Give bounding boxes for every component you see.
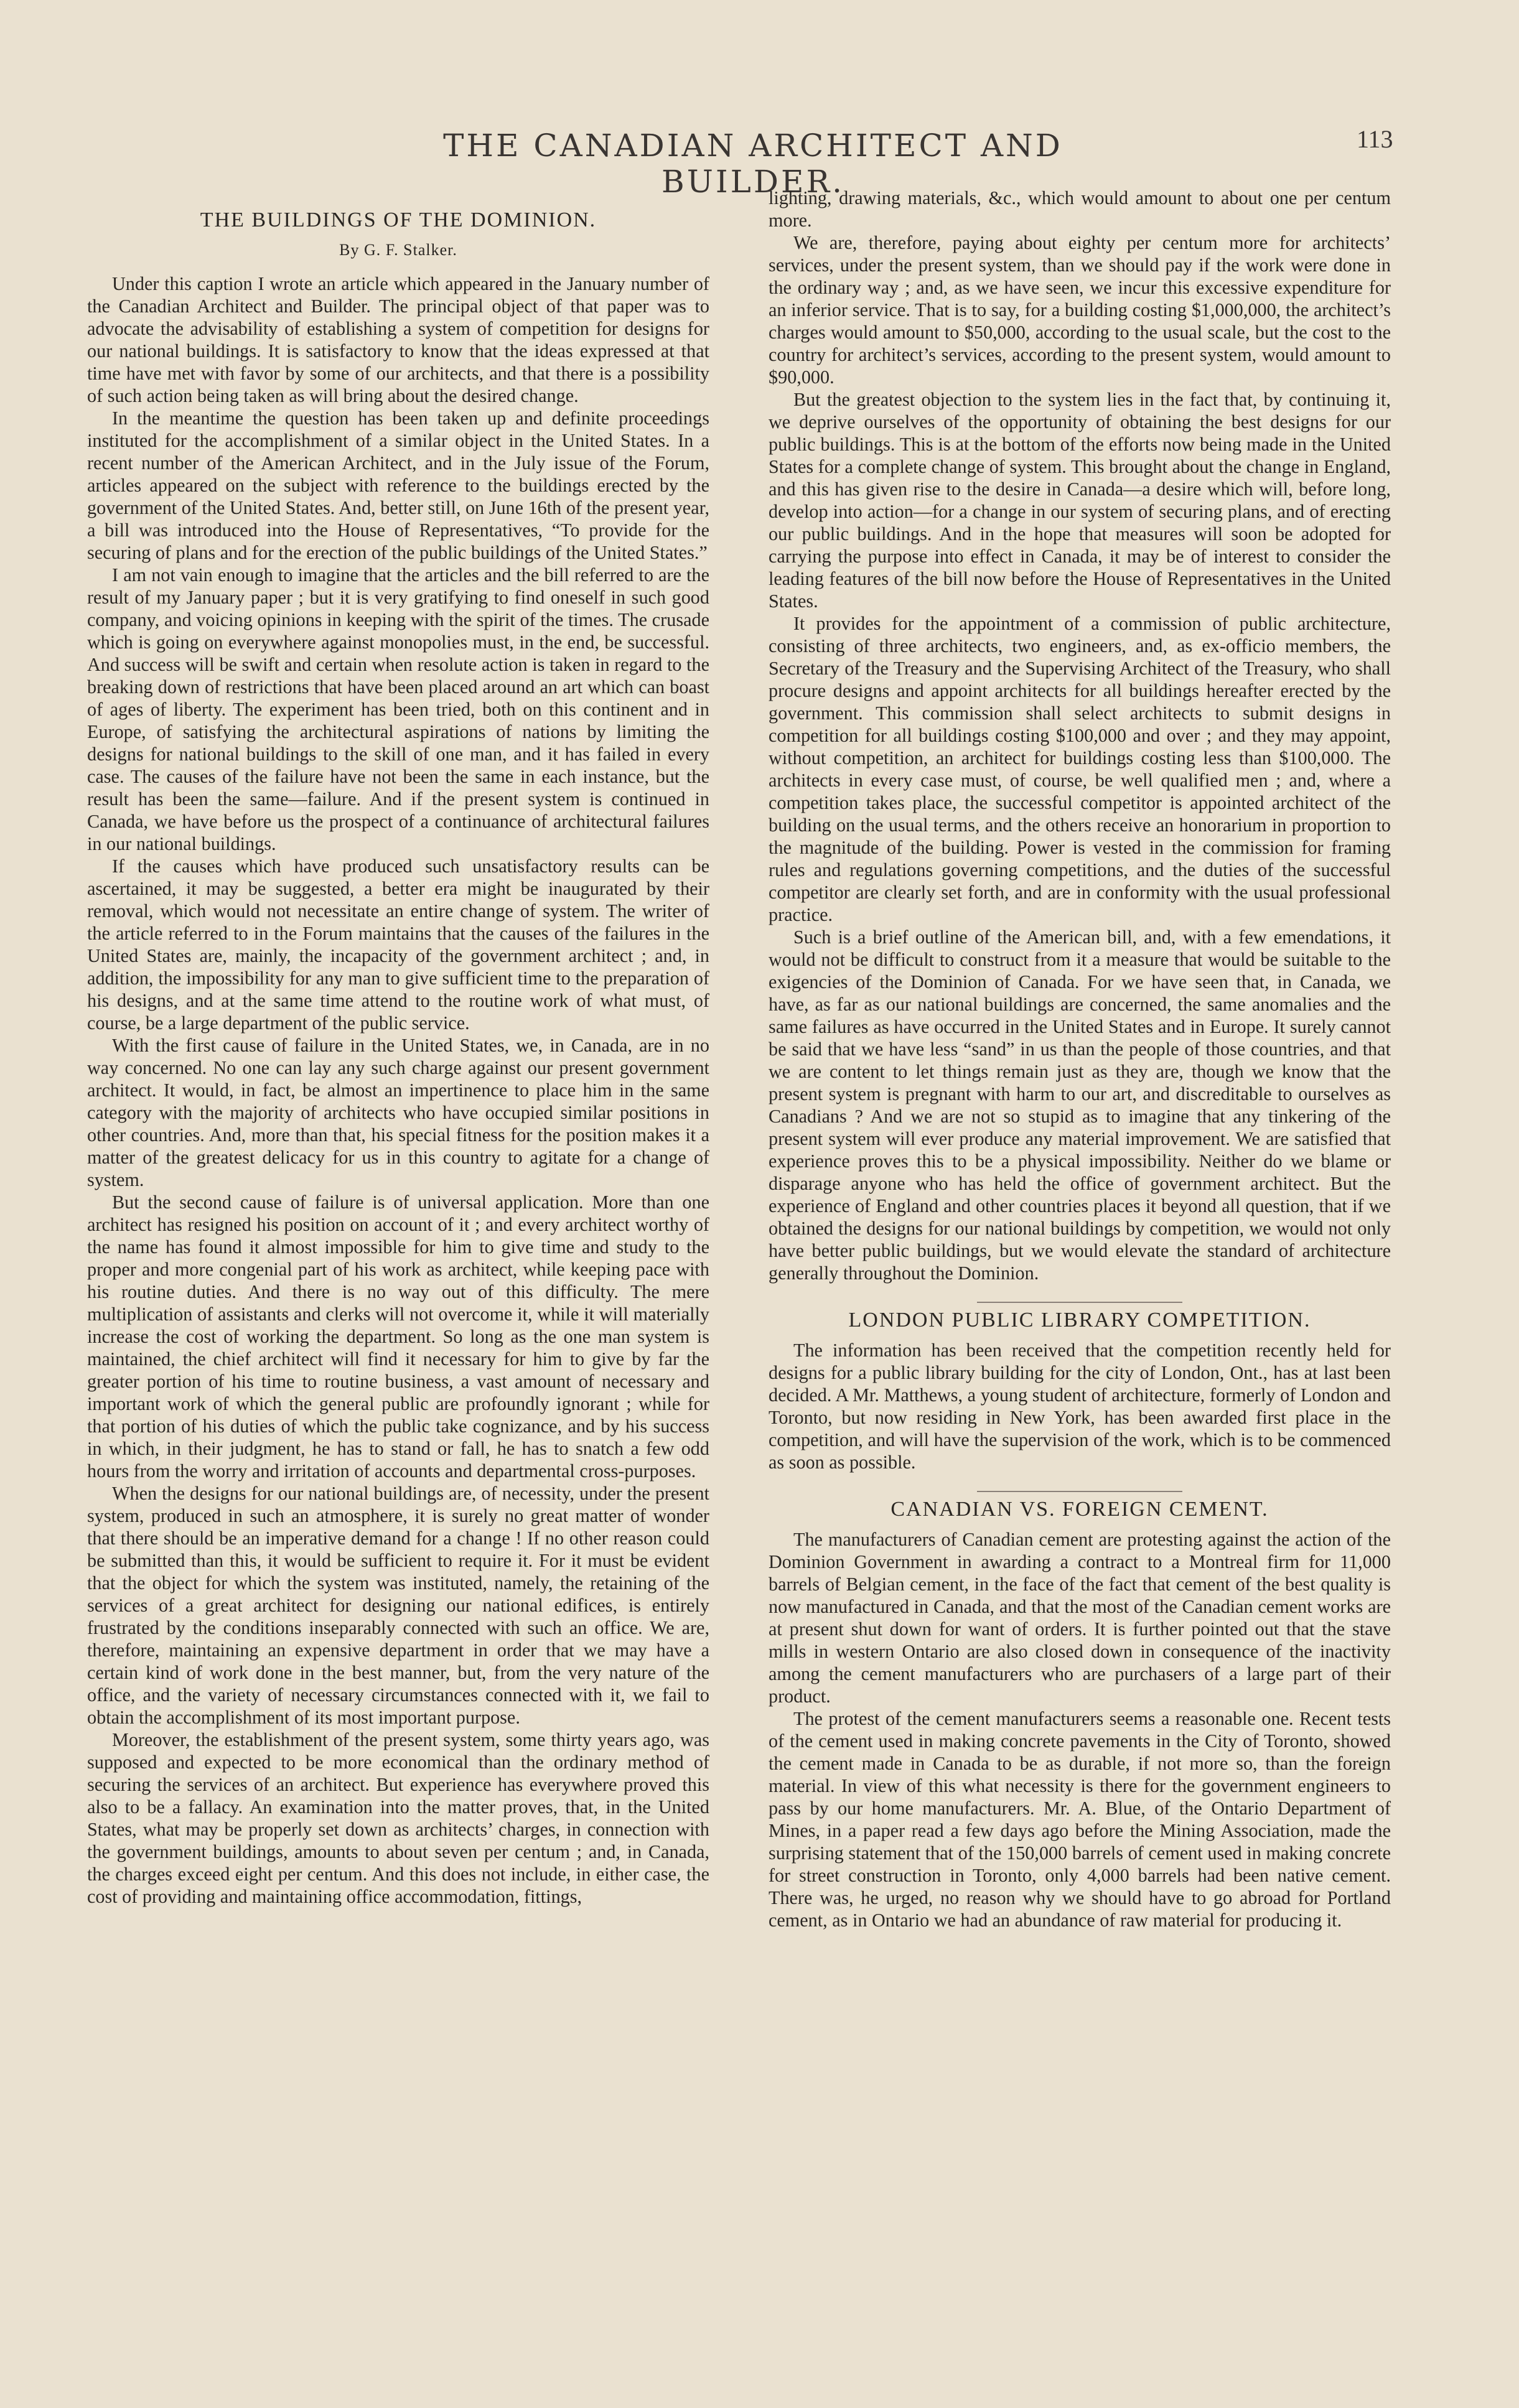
- article-title: CANADIAN VS. FOREIGN CEMENT.: [890, 1498, 1269, 1521]
- paragraph: I am not vain enough to imagine that the articles and the bill referred to are the result of my January paper ; but it is very gratifying to find oneself in such good company, and voicing opinions in keeping with the spirit of the times. The crusade which is going on everywhere against monopolies must, in the end, be successful. And success will be swift and certain when resolute action is taken in regard to the breaking down of restrictions that have been placed around an art which can boast of ages of liberty. The experiment has been tried, both on this continent and in Europe, of satisfying the architectural aspirations of nations by limiting the designs for national buildings to the skill of one man, and it has failed in every case. The causes of the failure have not been the same in each instance, but the result has been the same—failure. And if the present system is continued in Canada, we have before us the prospect of a continuance of architectural failures in our national buildings.: [87, 564, 709, 854]
- paragraph: If the causes which have produced such unsatisfactory results can be ascertained, it may be suggested, a better era might be inaugurated by their removal, which would not necessitate an entire change of system. The writer of the article referred to in the Forum maintains that the causes of the failures in the United States are, mainly, the incapacity of the government architect ; and, in addition, the impossibility for any man to give sufficient time to the preparation of his designs, and at the same time attend to the routine work of what must, of course, be a large department of the public service.: [87, 856, 709, 1034]
- masthead: THE CANADIAN ARCHITECT AND BUILDER.: [443, 128, 1063, 200]
- paragraph: When the designs for our national buildings are, of necessity, under the present system, produced in such an atmosphere, it is surely no great matter of wonder that there should be an imperative demand for a change ! If no other reason could be submitted than this, it would be sufficient to require it. For it must be evident that the object for which the system was instituted, namely, the retaining of the services of a great architect for designing our national edifices, is entirely frustrated by the conditions inseparably connected with such an office. We are, therefore, maintaining an expensive department in order that we may have a certain kind of work done in the best manner, but, from the very nature of the office, and the variety of necessary circumstances connected with it, we fail to obtain the accomplishment of its most important purpose.: [87, 1483, 709, 1728]
- paragraph: The protest of the cement manufacturers seems a reasonable one. Recent tests of the cement used in making concrete pavements in the City of Toronto, showed the cement made in Canada to be as durable, if not more so, than the foreign material. In view of this what necessity is there for the government engineers to pass by our home manufacturers. Mr. A. Blue, of the Ontario Department of Mines, in a paper read a few days ago before the Mining Association, made the surprising statement that of the 150,000 barrels of cement used in making concrete for street construction in Toronto, only 4,000 barrels had been native cement. There was, he urged, no reason why we should have to go abroad for Portland cement, as in Ontario we had an abundance of raw material for producing it.: [769, 1708, 1391, 1931]
- paragraph: But the greatest objection to the system lies in the fact that, by continuing it, we deprive ourselves of the opportunity of obtaining the best designs for our public buildings. This is at the bottom of the efforts now being made in the United States for a complete change of system. This brought about the change in England, and this has given rise to the desire in Canada—a desire which will, before long, develop into action—for a change in our system of securing plans, and of erecting our public buildings. And in the hope that measures will soon be adopted for carrying the purpose into effect in Canada, it may be of interest to consider the leading features of the bill now before the House of Representatives in the United States.: [769, 389, 1391, 612]
- paragraph: The manufacturers of Canadian cement are protesting against the action of the Dominion Government in awarding a contract to a Montreal firm for 11,000 barrels of Belgian cement, in the face of the fact that cement of the best quality is now manufactured in Canada, and that the most of the Canadian cement works are at present shut down for want of orders. It is further pointed out that the stave mills in western Ontario are also closed down in consequence of the inactivity among the cement manufacturers who are purchasers of a large part of their product.: [769, 1529, 1391, 1707]
- paragraph: In the meantime the question has been taken up and definite proceedings instituted for the accomplishment of a similar object in the United States. In a recent number of the American Architect, and in the July issue of the Forum, articles appeared on the subject with reference to the buildings erected by the government of the United States. And, better still, on June 16th of the present year, a bill was introduced into the House of Representatives, “To provide for the securing of plans and for the erection of the public buildings of the United States.”: [87, 408, 709, 563]
- paragraph: It provides for the appointment of a commission of public architecture, consisting of three architects, two engineers, and, as ex-officio members, the Secretary of the Treasury and the Supervising Architect of the Treasury, who shall procure designs and appoint architects for all buildings hereafter erected by the government. This commission shall select architects to submit designs in competition for all buildings costing $100,000 and over ; and they may appoint, without competition, an architect for buildings costing less than $100,000. The architects in every case must, of course, be well qualified men ; and, where a competition takes place, the successful competitor is appointed architect of the building on the usual terms, and the others receive an honorarium in proportion to the magnitude of the building. Power is vested in the commission for framing rules and regulations governing competitions, and the duties of the successful competitor are clearly set forth, and are in conformity with the usual professional practice.: [769, 613, 1391, 925]
- page-number: 113: [1357, 125, 1393, 153]
- paragraph: Moreover, the establishment of the present system, some thirty years ago, was supposed and expected to be more economical than the ordinary method of securing the services of an architect. But experience has everywhere proved this also to be a fallacy. An examination into the matter proves, that, in the United States, what may be properly set down as architects’ charges, in connection with the government buildings, amounts to about seven per centum ; and, in Canada, the charges exceed eight per centum. And this does not include, in either case, the cost of providing and maintaining office accommodation, fittings,: [87, 1729, 709, 1907]
- paragraph: The information has been received that the competition recently held for designs for a public library building for the city of London, Ont., has at last been decided. A Mr. Matthews, a young student of architecture, formerly of London and Toronto, but now residing in New York, has been awarded first place in the competition, and will have the supervision of the work, which is to be commenced as soon as possible.: [769, 1340, 1391, 1473]
- right-column: [769, 187, 1391, 1931]
- paragraph: Such is a brief outline of the American bill, and, with a few emendations, it would not be difficult to construct from it a measure that would be suitable to the exigencies of the Dominion of Canada. For we have seen that, in Canada, we have, as far as our national buildings are concerned, the same anomalies and the same failures as have occurred in the United States and in Europe. It surely cannot be said that we have less “sand” in us than the people of those countries, and that we are content to let things remain just as they are, though we know that the present system is pregnant with harm to our art, and discreditable to ourselves as Canadians ? And we are not so stupid as to imagine that any tinkering of the present system will ever produce any material improvement. We are satisfied that experience proves this to be a physical impossibility. Neither do we blame or disparage anyone who has held the office of government architect. But the experience of England and other countries places it beyond all question, that if we obtained the designs for our national buildings by competition, we would not only have better public buildings, but we would elevate the standard of architecture generally throughout the Dominion.: [769, 926, 1391, 1284]
- byline: By G. F. Stalker.: [339, 241, 457, 259]
- paragraph: lighting, drawing materials, &c., which would amount to about one per centum more.: [769, 187, 1391, 231]
- article-title: LONDON PUBLIC LIBRARY COMPETITION.: [848, 1309, 1311, 1332]
- paragraph: We are, therefore, paying about eighty per centum more for architects’ services, under the present system, than we should pay if the work were done in the ordinary way ; and, as we have seen, we incur this excessive expenditure for an inferior service. That is to say, for a building costing $1,000,000, the architect’s charges would amount to $50,000, according to the usual scale, but the cost to the country for architect’s services, according to the present system, would amount to $90,000.: [769, 232, 1391, 388]
- paragraph: With the first cause of failure in the United States, we, in Canada, are in no way concerned. No one can lay any such charge against our present government architect. It would, in fact, be almost an impertinence to place him in the same category with the majority of architects who have occupied similar positions in other countries. And, more than that, his special fitness for the position makes it a matter of the greatest delicacy for us in this country to agitate for a change of system.: [87, 1035, 709, 1190]
- paragraph: But the second cause of failure is of universal application. More than one architect has resigned his position on account of it ; and every architect worthy of the name has found it almost impossible for him to give time and study to the proper and more congenial part of his work as architect, while keeping pace with his routine duties. And there is no way out of this difficulty. The mere multiplication of assistants and clerks will not overcome it, while it will materially increase the cost of working the department. So long as the one man system is maintained, the chief architect will find it necessary for him to give by far the greater portion of his time to routine business, a vast amount of necessary and important work of which the general public are profoundly ignorant ; while for that portion of his duties of which the public take cognizance, and by his success in which, in their judgment, he has to stand or fall, he has to snatch a few odd hours from the worry and irritation of accounts and departmental cross-purposes.: [87, 1192, 709, 1482]
- left-column: [87, 187, 709, 1908]
- paragraph: Under this caption I wrote an article which appeared in the January number of the Canadian Architect and Builder. The principal object of that paper was to advocate the advisability of establishing a system of competition for designs for our national buildings. It is satisfactory to know that the ideas expressed at that time have met with favor by some of our architects, and that there is a possibility of such action being taken as will bring about the desired change.: [87, 273, 709, 406]
- section-divider: [977, 1491, 1182, 1492]
- section-divider: [977, 1302, 1182, 1303]
- article-title: THE BUILDINGS OF THE DOMINION.: [200, 208, 597, 231]
